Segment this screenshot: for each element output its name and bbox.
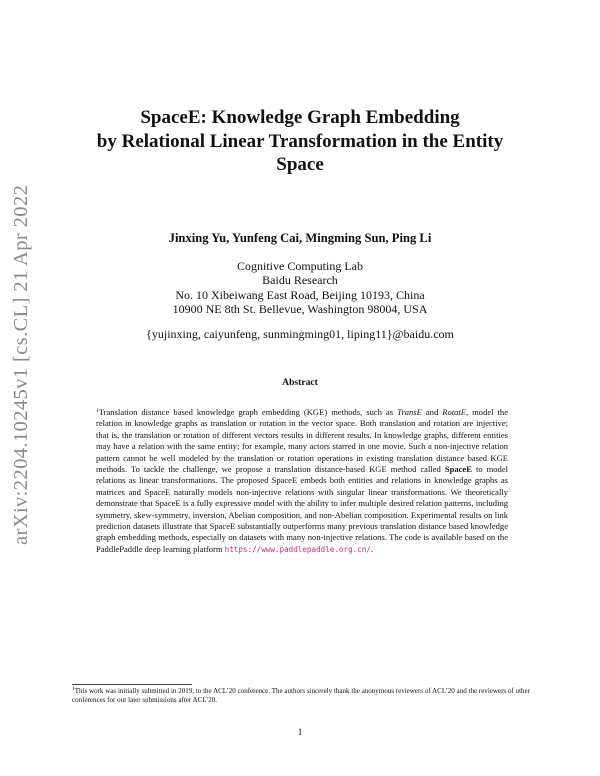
abstract-text-3: , model the relation in knowledge graphs as translation or rotation in the vector space. Both translation and rotation are injective; that is, the translation or rotation of different vectors results in different results. In knowledge graphs, different entities may have a relation with the same entity; for example, many actors starred in one movie. Such a non-injective relation pattern cannot be well modeled by the translation or rotation operations in existing translation distance based KGE methods. To tackle the challenge, we propose a translation distance-based KGE method called — [96, 407, 508, 475]
affiliation-org: Baidu Research — [262, 273, 338, 288]
author-emails: {yujinxing, caiyunfeng, sunmingming01, liping11}@baidu.com — [146, 327, 454, 341]
title-line-3: Space — [276, 154, 324, 175]
footnote-divider — [72, 684, 192, 685]
paper-title — [60, 106, 540, 177]
footnote — [72, 687, 530, 705]
method-transe: TransE — [397, 407, 422, 417]
paddlepaddle-link[interactable]: https://www.paddlepaddle.org.cn/ — [224, 544, 371, 554]
author-list: Jinxing Yu, Yunfeng Cai, Mingming Sun, Ping Li — [168, 231, 432, 245]
affiliation-block — [60, 259, 540, 317]
abstract-heading: Abstract — [282, 377, 318, 388]
footnote-text: This work was initially submitted in 2019, to the ACL’20 conference. The authors sincerely thank the anonymous reviewers of ACL’20 and the reviewers of other conferences for our later submissions after ACL’20. — [72, 687, 530, 705]
abstract-text-1: Translation distance based knowledge graph embedding (KGE) methods, such as — [98, 407, 398, 417]
method-rotate: RotatE — [442, 407, 466, 417]
affiliation-address-2: 10900 NE 8th St. Bellevue, Washington 98004, USA — [172, 302, 428, 317]
title-line-1: SpaceE: Knowledge Graph Embedding — [140, 107, 460, 128]
title-line-2: by Relational Linear Transformation in the Entity — [96, 130, 504, 152]
arxiv-identifier-stamp: arXiv:2204.10245v1 [cs.CL] 21 Apr 2022 — [10, 184, 32, 545]
affiliation-lab: Cognitive Computing Lab — [237, 259, 363, 273]
abstract-text-2: and — [421, 407, 443, 417]
page-number: 1 — [297, 727, 303, 738]
abstract-text-5: . — [370, 543, 374, 554]
footnote-marker: 1 — [96, 408, 99, 414]
affiliation-address-1: No. 10 Xibeiwang East Road, Beijing 10193, China — [175, 287, 425, 302]
abstract-body — [96, 407, 508, 555]
abstract-text-4: to model relations as linear transformations. The proposed SpaceE embeds both entities and relations in knowledge graphs as matrices and SpaceE naturally models non-injective relations with singular linear transformations. We theoretically demonstrate that SpaceE is a fully expressive model with the ability to infer multiple desired relation patterns, including symmetry, skew-symmetry, inversion, Abelian composition, and non-Abelian composition. Experimental results on link prediction datasets illustrate that SpaceE substantially outperforms many previous translation distance based knowledge graph embedding methods, especially on datasets with many non-injective relations. The code is available based on the PaddlePaddle deep learning platform — [96, 464, 508, 554]
method-spacee: SpaceE — [444, 464, 472, 475]
footnote-number: 1 — [72, 686, 75, 692]
